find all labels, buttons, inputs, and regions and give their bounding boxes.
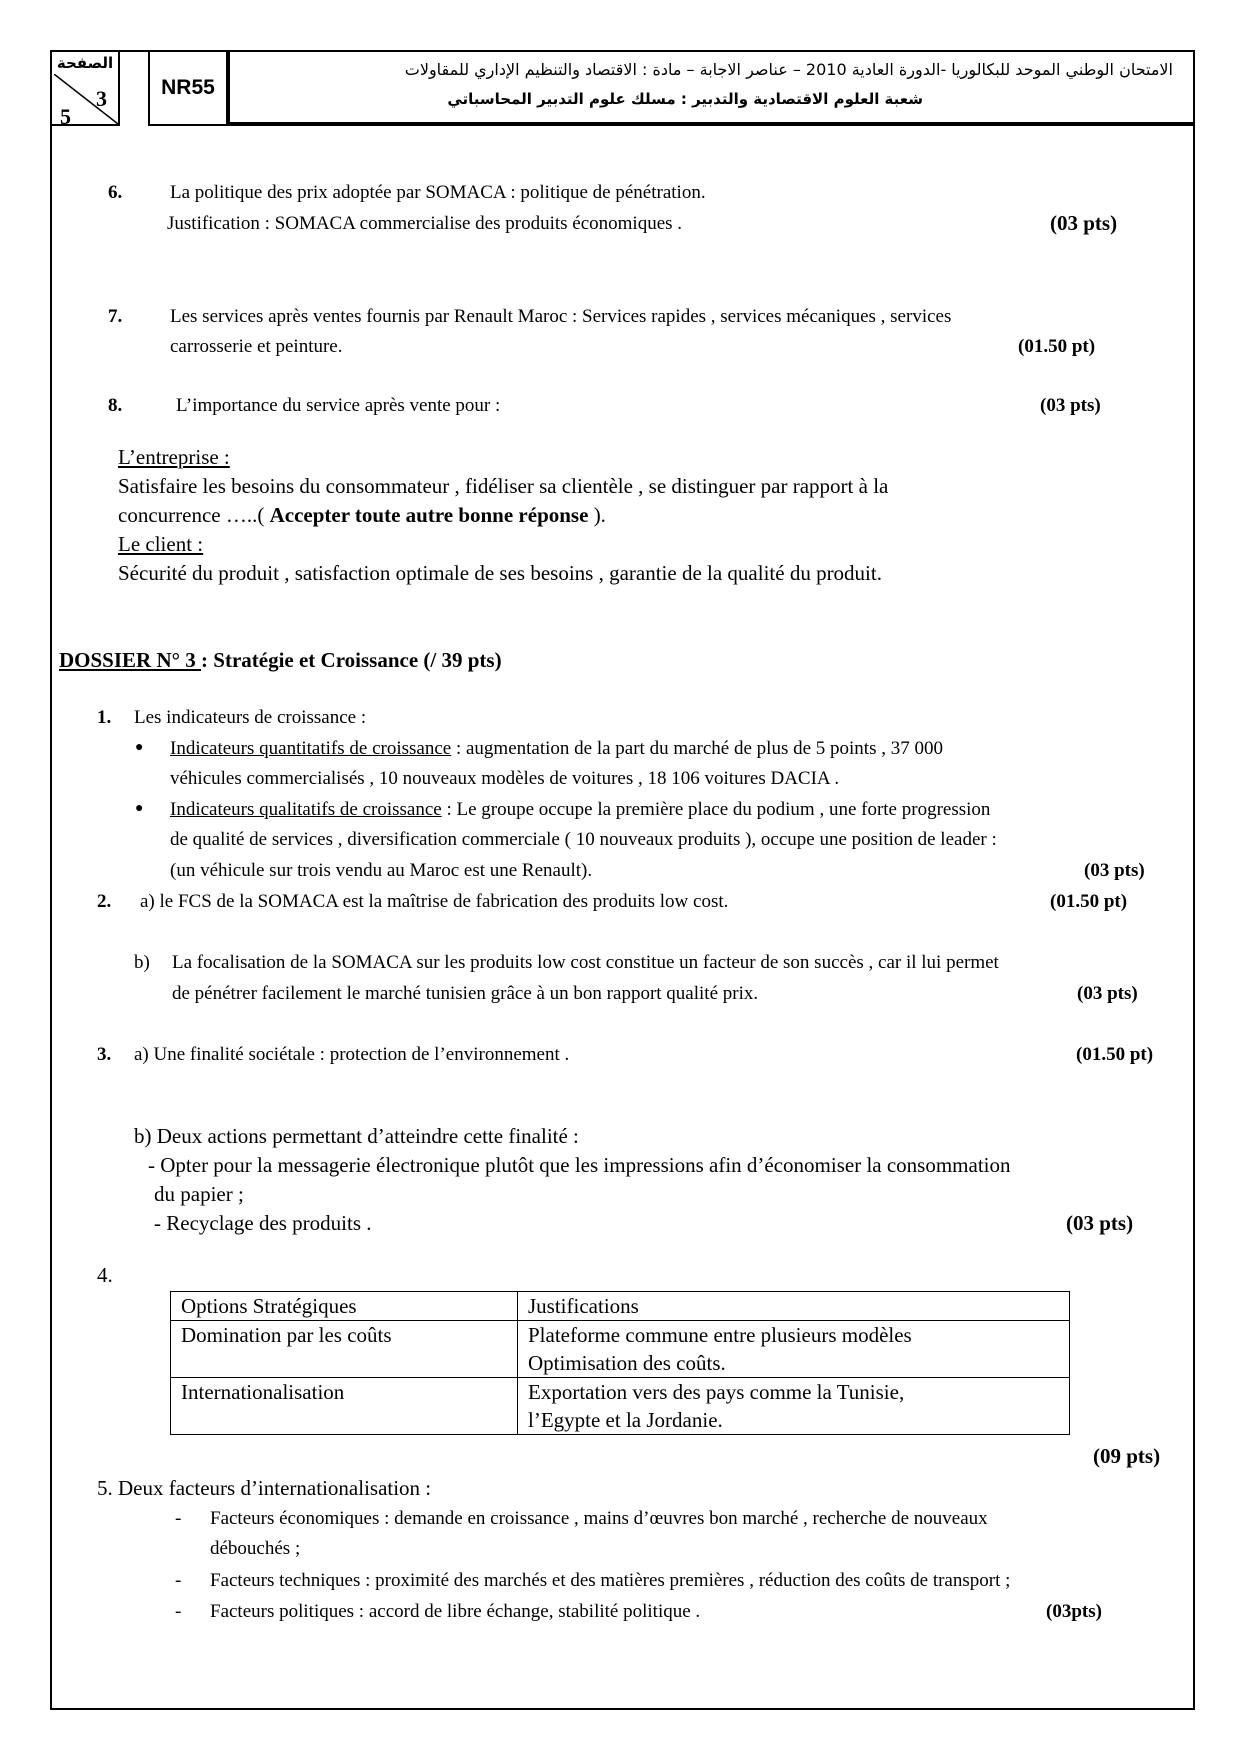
d3-b-line2: - Opter pour la messagerie électronique plutôt que les impressions afin d’économiser la consommation bbox=[148, 1153, 1011, 1177]
table-row bbox=[171, 1321, 1070, 1378]
d1-number: 1. bbox=[97, 707, 112, 728]
q8-entreprise-label: L’entreprise : bbox=[118, 445, 230, 469]
q8-entreprise-line1: Satisfaire les besoins du consommateur , fidéliser sa clientèle , se distinguer par rapport à la bbox=[118, 474, 889, 498]
d4-number: 4. bbox=[97, 1263, 113, 1287]
d3-number: 3. bbox=[97, 1044, 112, 1065]
d5-points: (03pts) bbox=[1046, 1601, 1102, 1622]
q7-line1: Les services après ventes fournis par Renault Maroc : Services rapides , services mécaniques , services bbox=[170, 306, 952, 327]
d2-a-points: (01.50 pt) bbox=[1050, 891, 1128, 912]
d1-qual-line1 bbox=[170, 798, 990, 822]
d2-b-line2: de pénétrer facilement le marché tunisien grâce à un bon rapport qualité prix. bbox=[172, 983, 759, 1004]
d1-qual-text: : Le groupe occupe la première place du podium , une forte progression bbox=[441, 799, 991, 820]
q6-line1: La politique des prix adoptée par SOMACA : politique de pénétration. bbox=[170, 182, 706, 203]
d1-quant-label: Indicateurs quantitatifs de croissance bbox=[170, 738, 452, 759]
dash-marker: - bbox=[175, 1508, 182, 1529]
page-number-box bbox=[50, 50, 120, 129]
exam-title-line1: الامتحان الوطني الموحد للبكالوريا -الدورة العادية 2010 – عناصر الاجابة – مادة : الاقتصاد والتنظيم الإداري للمقاولات bbox=[404, 60, 1173, 79]
q8-entreprise-end: ). bbox=[588, 503, 606, 527]
exam-code: NR55 bbox=[148, 50, 228, 126]
d3-b-line1: b) Deux actions permettant d’atteindre cette finalité : bbox=[134, 1124, 579, 1148]
d3-b-points: (03 pts) bbox=[1066, 1211, 1134, 1235]
d2-b-line1: La focalisation de la SOMACA sur les produits low cost constitue un facteur de son succès , car il lui permet bbox=[172, 952, 999, 973]
q6-line2: Justification : SOMACA commercialise des produits économiques . bbox=[167, 213, 683, 234]
table-header-row bbox=[171, 1292, 1070, 1321]
q6-number: 6. bbox=[108, 182, 123, 203]
page-total: 5 bbox=[60, 104, 71, 129]
justification-line: l’Egypte et la Jordanie. bbox=[528, 1408, 723, 1432]
q7-number: 7. bbox=[108, 306, 123, 327]
d3-b-line4: - Recyclage des produits . bbox=[154, 1211, 372, 1235]
q8-line1: L’importance du service après vente pour : bbox=[176, 395, 501, 416]
q8-entreprise-bold: Accepter toute autre bonne réponse bbox=[269, 503, 589, 527]
dossier-heading bbox=[59, 648, 502, 672]
q8-points: (03 pts) bbox=[1040, 395, 1101, 416]
d2-b-label: b) bbox=[134, 952, 150, 973]
d5-intro: 5. Deux facteurs d’internationalisation : bbox=[97, 1476, 432, 1500]
page-label: الصفحة bbox=[56, 54, 114, 72]
d5-f1-line1: Facteurs économiques : demande en croissance , mains d’œuvres bon marché , recherche de nouveaux bbox=[210, 1508, 988, 1529]
table-header-options: Options Stratégiques bbox=[171, 1292, 518, 1321]
d3-a-points: (01.50 pt) bbox=[1076, 1044, 1154, 1065]
d1-quant-line2: véhicules commercialisés , 10 nouveaux modèles de voitures , 18 106 voitures DACIA . bbox=[170, 768, 840, 789]
d1-qual-label: Indicateurs qualitatifs de croissance bbox=[170, 799, 442, 820]
q8-client-line1: Sécurité du produit , satisfaction optimale de ses besoins , garantie de la qualité du produit. bbox=[118, 561, 882, 585]
page-number: 3 bbox=[96, 86, 107, 111]
d4-points: (09 pts) bbox=[1093, 1444, 1161, 1468]
strategy-table bbox=[170, 1291, 1070, 1435]
justification-line: Optimisation des coûts. bbox=[528, 1351, 726, 1375]
d1-quant-line1 bbox=[170, 737, 943, 761]
d5-f2: Facteurs techniques : proximité des marchés et des matières premières , réduction des coûts de transport ; bbox=[210, 1570, 1011, 1591]
exam-title-box bbox=[226, 50, 1195, 126]
q8-entreprise-text: concurrence …..( bbox=[118, 503, 270, 527]
justification-line: Plateforme commune entre plusieurs modèles bbox=[528, 1323, 912, 1347]
q6-points: (03 pts) bbox=[1050, 211, 1118, 235]
dash-marker: - bbox=[175, 1601, 182, 1622]
q8-entreprise-line2 bbox=[118, 503, 606, 527]
table-cell-option: Domination par les coûts bbox=[171, 1321, 518, 1378]
justification-line: Exportation vers des pays comme la Tunisie, bbox=[528, 1380, 905, 1404]
table-header-justifications: Justifications bbox=[518, 1292, 1070, 1321]
d1-intro: Les indicateurs de croissance : bbox=[134, 707, 367, 728]
d1-points: (03 pts) bbox=[1084, 860, 1145, 881]
q8-client-label: Le client : bbox=[118, 532, 204, 556]
q7-points: (01.50 pt) bbox=[1018, 336, 1096, 357]
d3-b-line3: du papier ; bbox=[154, 1182, 244, 1206]
bullet-icon: ● bbox=[135, 740, 144, 755]
d3-a: a) Une finalité sociétale : protection de l’environnement . bbox=[134, 1044, 570, 1065]
table-cell-justification bbox=[518, 1321, 1070, 1378]
dash-marker: - bbox=[175, 1570, 182, 1591]
exam-title-line2: شعبة العلوم الاقتصادية والتدبير : مسلك علوم التدبير المحاسباتي bbox=[447, 90, 923, 108]
d1-qual-line3: (un véhicule sur trois vendu au Maroc est une Renault). bbox=[170, 860, 593, 881]
table-cell-justification bbox=[518, 1378, 1070, 1435]
bullet-icon: ● bbox=[135, 801, 144, 816]
dossier-title: : Stratégie et Croissance (/ 39 pts) bbox=[201, 648, 502, 672]
q8-number: 8. bbox=[108, 395, 123, 416]
table-row bbox=[171, 1378, 1070, 1435]
d5-f3: Facteurs politiques : accord de libre échange, stabilité politique . bbox=[210, 1601, 701, 1622]
d5-f1-line2: débouchés ; bbox=[210, 1538, 301, 1559]
q7-line2: carrosserie et peinture. bbox=[170, 336, 343, 357]
table-cell-option: Internationalisation bbox=[171, 1378, 518, 1435]
d1-quant-text: : augmentation de la part du marché de plus de 5 points , 37 000 bbox=[451, 738, 943, 759]
d2-number: 2. bbox=[97, 891, 112, 912]
d2-b-points: (03 pts) bbox=[1077, 983, 1138, 1004]
dossier-label: DOSSIER N° 3 bbox=[59, 648, 202, 672]
d1-qual-line2: de qualité de services , diversification commerciale ( 10 nouveaux produits ), occupe une position de leader : bbox=[170, 829, 997, 850]
d2-a: a) le FCS de la SOMACA est la maîtrise de fabrication des produits low cost. bbox=[140, 891, 729, 912]
